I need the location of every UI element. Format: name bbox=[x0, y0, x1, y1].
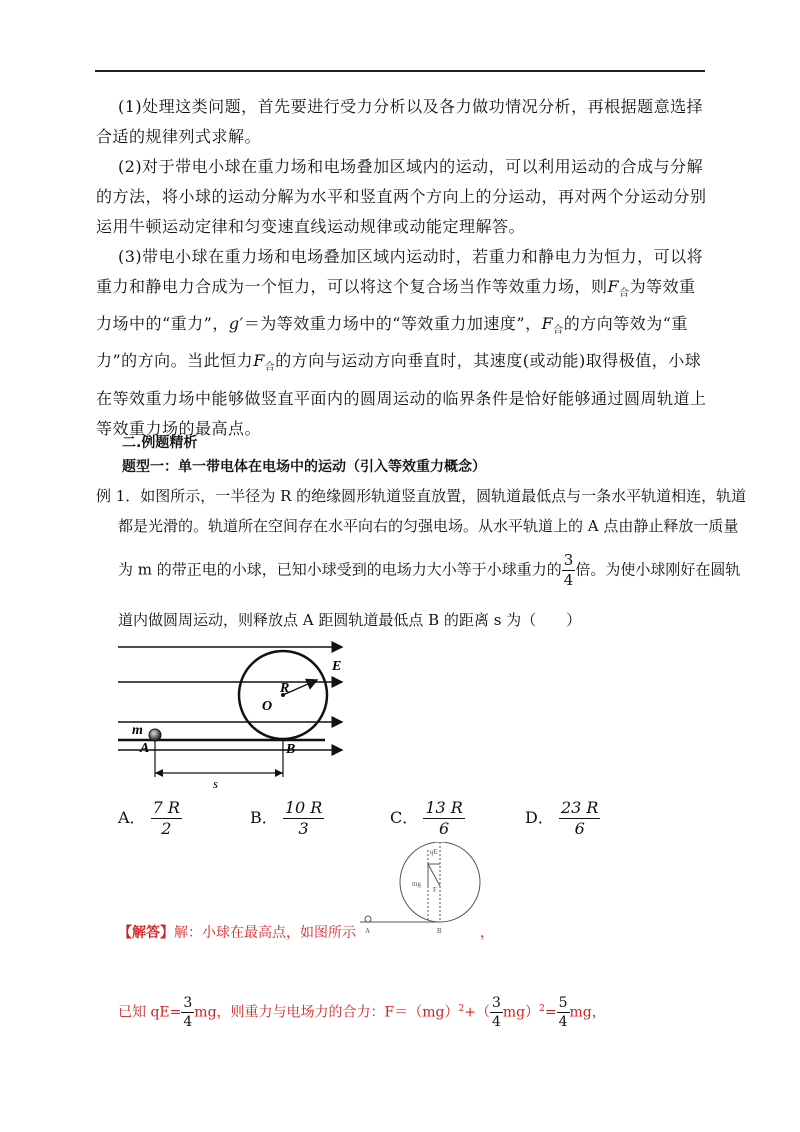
force-symbol: F bbox=[607, 277, 620, 296]
paragraph-1: (1)处理这类问题，首先要进行受力分析以及各力做功情况分析，再根据题意选择合适的规律列式求解。 bbox=[96, 97, 704, 146]
label-s: s bbox=[213, 776, 219, 790]
g-prime-symbol: g′ bbox=[228, 314, 244, 334]
label-m: m bbox=[132, 723, 143, 738]
section-title: 二.例题精析 bbox=[122, 435, 198, 451]
label-A: A bbox=[140, 741, 150, 756]
track-figure bbox=[110, 640, 360, 790]
label-E: E bbox=[332, 659, 342, 674]
label-mg: mg bbox=[412, 880, 421, 888]
example-line-3: 为 m 的带正电的小球，已知小球受到的电场力大小等于小球重力的 $\frac{3}{4}$ 倍。为使小球刚好在圆轨 bbox=[118, 551, 741, 589]
option-b[interactable]: B． $\frac{10 R}{3}$ bbox=[250, 798, 323, 838]
type-title: 题型一：单一带电体在电场中的运动（引入等效重力概念） bbox=[122, 459, 486, 475]
label-R: R bbox=[280, 681, 290, 696]
example-line-4: 道内做圆周运动，则释放点 A 距圆轨道最低点 B 的距离 s 为（ ） bbox=[118, 611, 582, 629]
label-B: B bbox=[286, 742, 296, 757]
example-line-1: 例 1．如图所示，一半径为 R 的绝缘圆形轨道竖直放置，圆轨道最低点与一条水平轨道相连，轨道 bbox=[96, 487, 747, 505]
charged-ball bbox=[149, 729, 161, 741]
option-a[interactable]: A． $\frac{7 R}{2}$ bbox=[118, 798, 180, 838]
header-rule bbox=[95, 70, 705, 72]
solution-figure bbox=[360, 842, 490, 937]
solution-comma: ， bbox=[480, 925, 494, 941]
ball bbox=[365, 916, 371, 922]
option-c[interactable]: C． $\frac{13 R}{6}$ bbox=[390, 798, 463, 838]
option-d[interactable]: D． $\frac{23 R}{6}$ bbox=[525, 798, 599, 838]
label-qE: qE bbox=[430, 848, 438, 856]
label-A: A bbox=[365, 927, 371, 935]
label-F: F bbox=[433, 886, 437, 894]
fraction-3-4: $\frac{3}{4}$ bbox=[563, 551, 574, 589]
solution-line-1: 【解答】解：小球在最高点，如图所示 bbox=[118, 925, 356, 941]
paragraph-3: (3)带电小球在重力场和电场叠加区域内运动时，若重力和静电力为恒力，可以将重力和静电力合成为一个恒力，可以将这个复合场当作等效重力场，则$F_合$为等效重力场中的“重力”，g′＝为等效重力场中的“等效重力加速度”，$F_合$的方向等效为“重力”的方向。当此恒力$F_合$的方向与运动方向垂直时，其速度(或动能)取得极值，小球在等效重力场中能够做竖直平面内的圆周运动的临界条件是恰好能够通过圆周轨道上等效重力场的最高点。 bbox=[96, 247, 707, 438]
solution-line-2: 已知 qE= $\frac{3}{4}$ mg，则重力与电场力的合力：F＝（mg）$^2$+（ $\frac{3}{4}$ mg）$^2$= $\frac{5}{4}$ mg， bbox=[118, 995, 606, 1031]
label-B: B bbox=[437, 927, 442, 935]
paragraph-2: (2)对于带电小球在重力场和电场叠加区域内的运动，可以利用运动的合成与分解的方法，将小球的运动分解为水平和竖直两个方向上的分运动，再对两个分运动分别运用牛顿运动定律和匀变速直线运动规律或动能定理解答。 bbox=[96, 157, 707, 236]
F-arrow bbox=[428, 864, 440, 886]
label-O: O bbox=[262, 699, 273, 714]
example-line-2: 都是光滑的。轨道所在空间存在水平向右的匀强电场。从水平轨道上的 A 点由静止释放一质量 bbox=[118, 517, 739, 535]
